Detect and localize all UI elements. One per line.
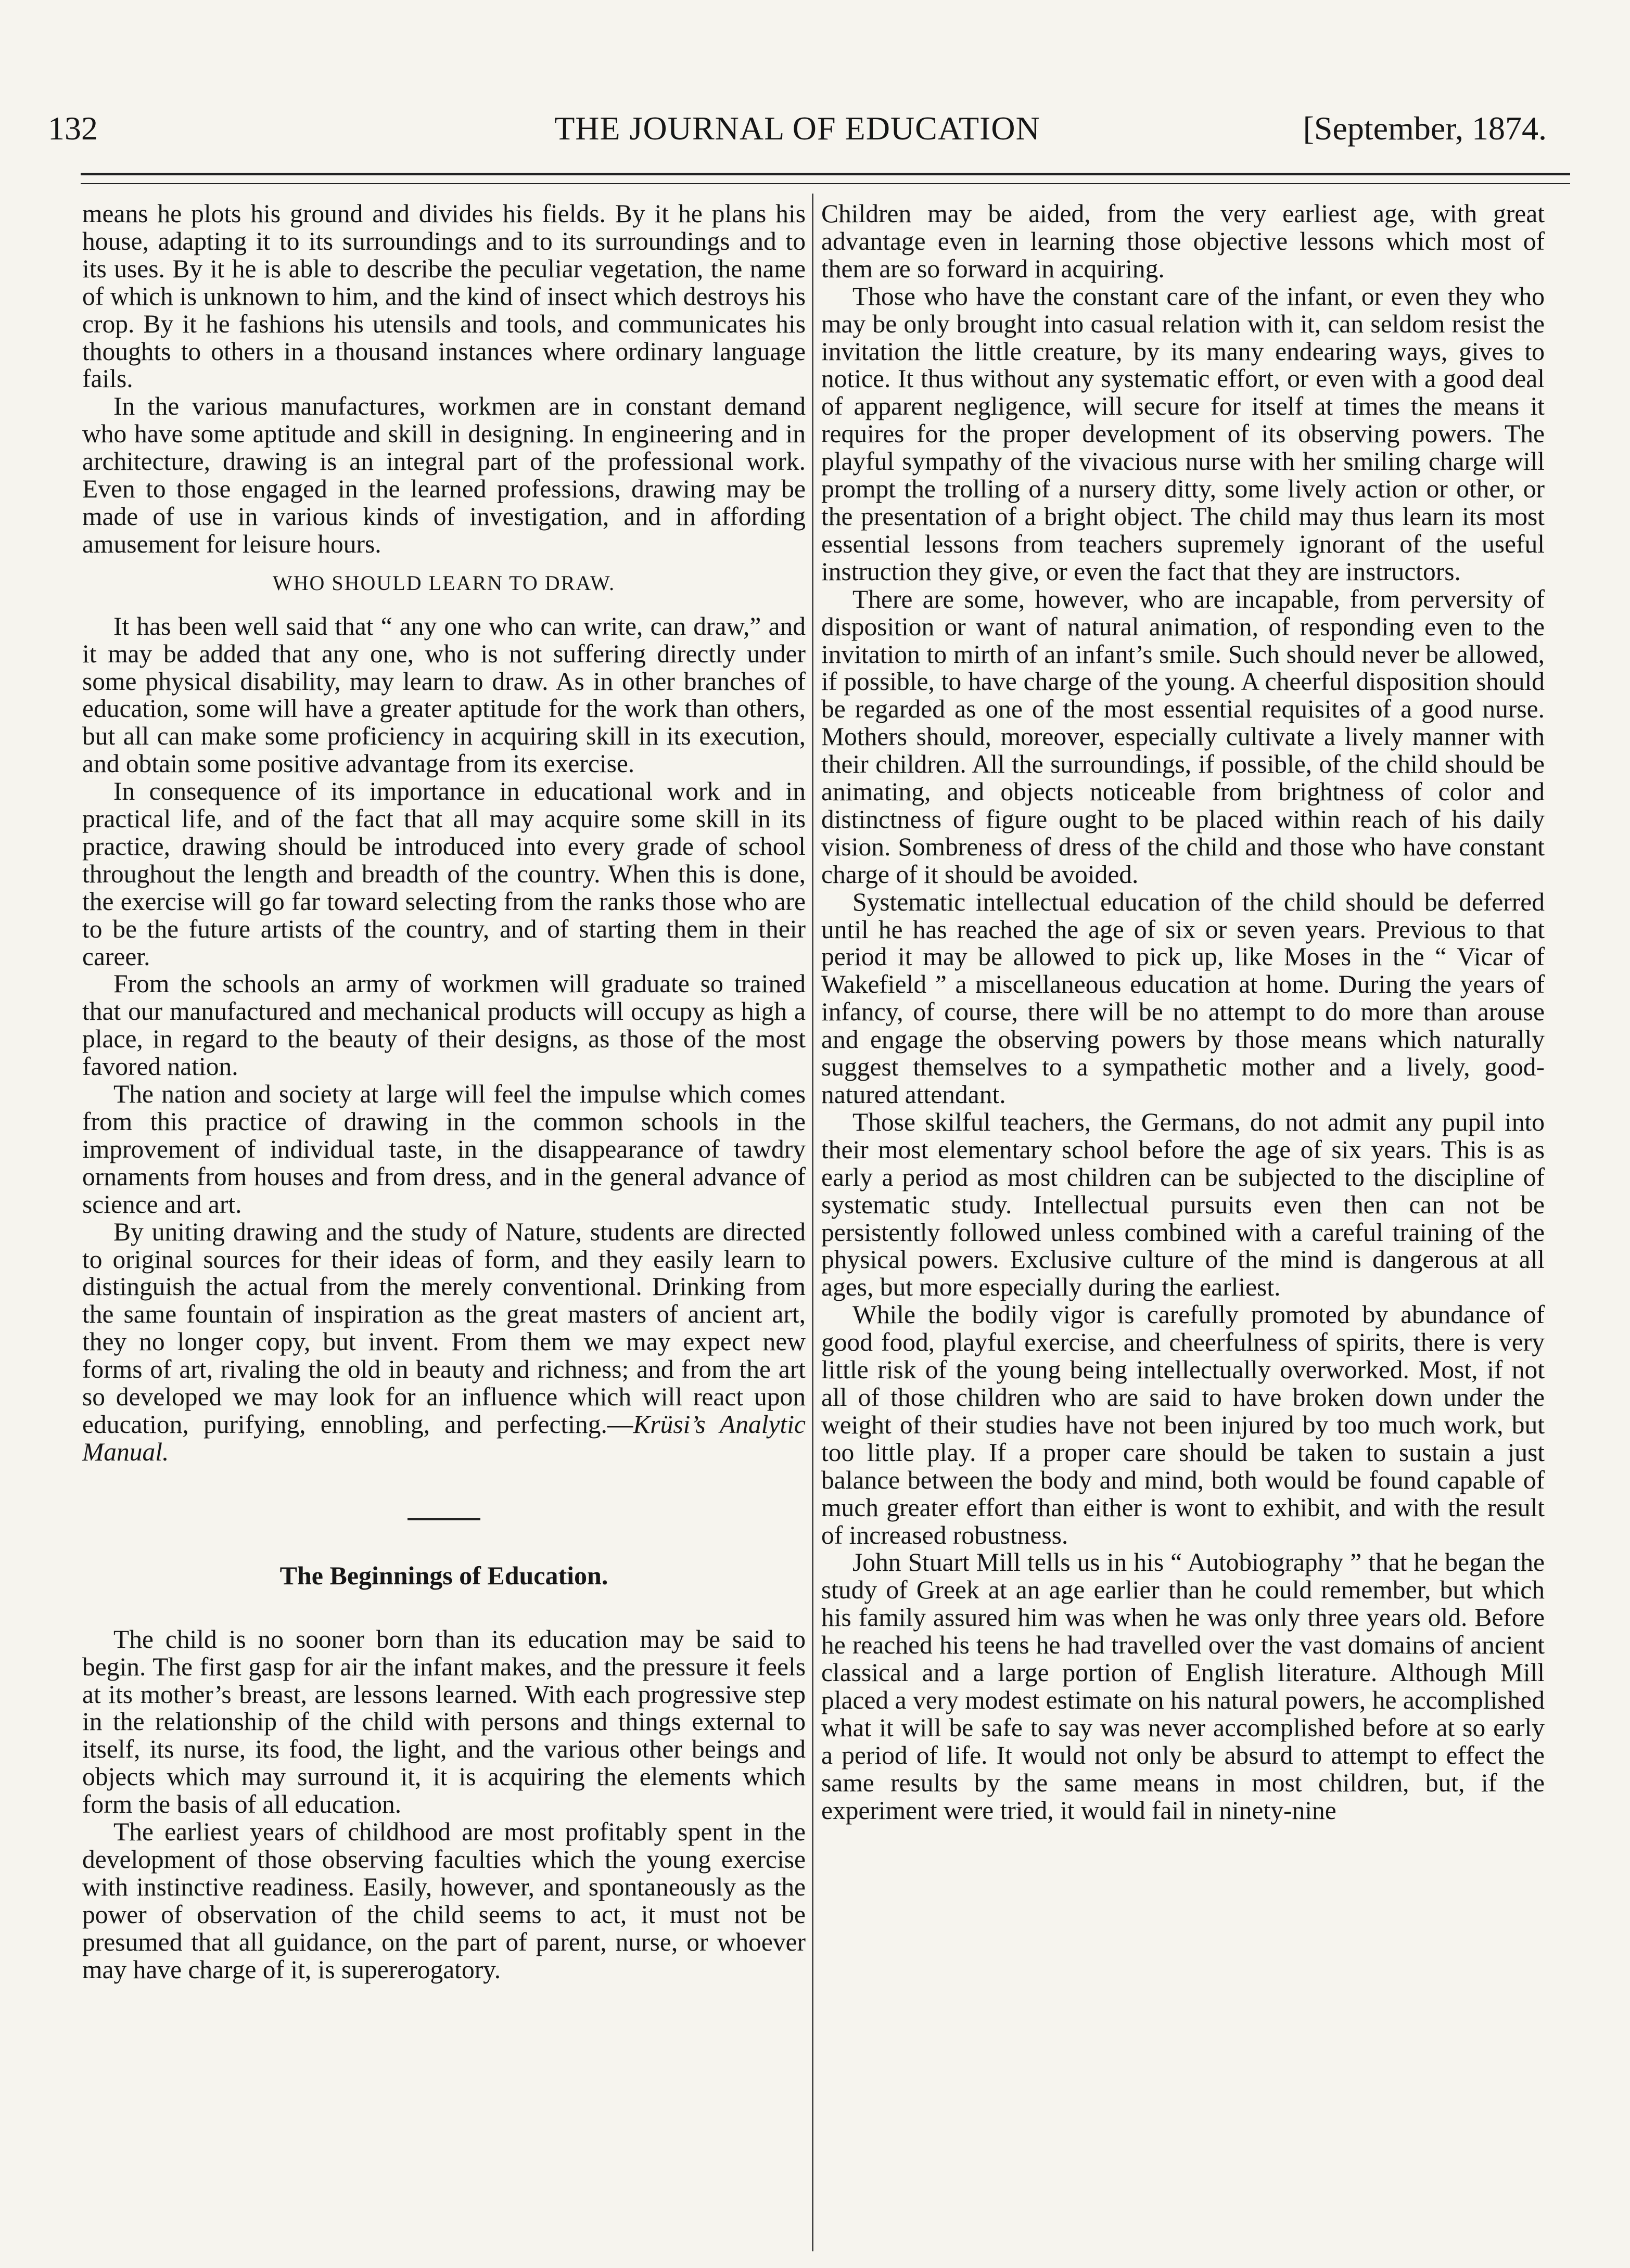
right-column [821, 200, 1545, 2250]
paragraph: Those skilful teachers, the Germans, do not admit any pupil into their most elementary school before the age of six years. This is as early a period as most children can be subjected to the discipline of systematic study. Intellectual pursuits even then can not be persistently followed unless combined with a careful training of the physical powers. Exclusive culture of the mind is dangerous at all ages, but more especially during the earliest. [821, 1107, 1545, 1302]
page-number: 132 [48, 110, 98, 147]
header-rule [81, 173, 1570, 175]
paragraph: The child is no sooner born than its education may be said to begin. The first gasp for air the infant makes, and the pressure it feels at its mother’s breast, are lessons learned. With each progressive step in the relationship of the child with persons and things external to itself, its nurse, its food, the light, and the various other beings and objects which may surround it, it is acquiring the elements which form the basis of all education. [82, 1624, 806, 1819]
paragraph: The earliest years of childhood are most profitably spent in the development of those observing faculties which the young exercise with instinctive readiness. Easily, however, and spontaneously as the power of observation of the child seems to act, it must not be presumed that all guidance, on the part of parent, nurse, or whoever may have charge of it, is supererogatory. [82, 1817, 806, 1984]
column-divider [812, 194, 813, 2251]
page-header [48, 104, 1547, 161]
article-title: The Beginnings of Education. [279, 1560, 608, 1590]
left-column [82, 200, 806, 2250]
attribution: Krüsi’s Analytic Manual. [82, 1410, 806, 1466]
paragraph: It has been well said that “ any one who can write, can draw,” and it may be added that any one, who is not suffering directly under some physical disability, may learn to draw. As in other branches of education, some will have a greater aptitude for the work than others, but all can make some proficiency in acquiring skill in its execution, and obtain some positive advantage from its exercise. [82, 611, 806, 778]
paragraph: In consequence of its importance in educational work and in practical life, and of the fact that all may acquire some skill in its practice, drawing should be introduced into every grade of school throughout the length and breadth of the country. When this is done, the exercise will go far toward selecting from the ranks those who are to be the future artists of the country, and of starting them in their career. [82, 777, 806, 971]
paragraph: Systematic intellectual education of the child should be deferred until he has reached the age of six or seven years. Previous to that period it may be allowed to pick up, like Moses in the “ Vicar of Wakefield ” a miscellaneous education at home. During the years of infancy, of course, there will be no attempt to do more than arouse and engage the observing powers by those means which naturally suggest themselves to a sympathetic mother and a lively, good-natured attendant. [821, 887, 1545, 1109]
section-divider [408, 1518, 480, 1520]
journal-title: THE JOURNAL OF EDUCATION [554, 110, 1040, 147]
paragraph: Children may be aided, from the very earliest age, with great advantage even in learning those objective lessons which most of them are so forward in acquiring. [821, 200, 1545, 283]
paragraph [82, 1219, 806, 1466]
paragraph: Those who have the constant care of the infant, or even they who may be only brought into casual relation with it, can seldom resist the invitation the little creature, by its many endearing ways, gives to notice. It thus without any systematic effort, or even with a good deal of apparent negligence, will secure for itself at times the means it requires for the proper development of its observing powers. The playful sympathy of the vivacious nurse with her smiling charge will prompt the trolling of a nursery ditty, some lively action or other, or the presentation of a bright object. The child may thus learn its most essential lessons from teachers supremely ignorant of the useful instruction they give, or even the fact that they are instructors. [821, 281, 1545, 586]
paragraph: The nation and society at large will feel the impulse which comes from this practice of drawing in the common schools in the improvement of individual taste, in the disappearance of tawdry ornaments from houses and from dress, and in the general advance of science and art. [82, 1080, 806, 1219]
issue-date: [September, 1874. [1303, 110, 1547, 147]
paragraph: means he plots his ground and divides his fields. By it he plans his house, adapting it to its surroundings and to its surroundings and to its uses. By it he is able to describe the peculiar vegetation, the name of which is unknown to him, and the kind of insect which destroys his crop. By it he fashions his utensils and tools, and communicates his thoughts to others in a thousand instances where ordinary language fails. [82, 200, 806, 393]
paragraph-text: By uniting drawing and the study of Nature, students are directed to original sources for their ideas of form, and they easily learn to distinguish the actual from the merely conventional. Drinking from the same fountain of inspiration as the great masters of ancient art, they no longer copy, but invent. From them we may expect new forms of art, rivaling the old in beauty and richness; and from the art so developed we may look for an influence which will react upon education, purifying, ennobling, and perfecting.— [82, 1217, 806, 1439]
paragraph: There are some, however, who are incapable, from perversity of disposition or want of natural animation, of responding even to the invitation to mirth of an infant’s smile. Such should never be allowed, if possible, to have charge of the young. A cheerful disposition should be regarded as one of the most essential requisites of a good nurse. Mothers should, moreover, especially cultivate a lively manner with their children. All the surroundings, if possible, of the child should be animating, and objects noticeable from brightness of color and distinctness of figure ought to be placed within reach of his daily vision. Sombreness of dress of the child and those who have constant charge of it should be avoided. [821, 584, 1545, 889]
paragraph: While the bodily vigor is carefully promoted by abundance of good food, playful exercise, and cheerfulness of spirits, there is very little risk of the young being intellectually overworked. Most, if not all of those children who are said to have broken down under the weight of their studies have not been injured by too much work, but too little play. If a proper care should be taken to sustain a just balance between the body and mind, both would be found capable of much greater effort than either is wont to exhibit, and with the result of increased robustness. [821, 1300, 1545, 1549]
header-rule-thin [81, 183, 1570, 184]
paragraph: John Stuart Mill tells us in his “ Autobiography ” that he began the study of Greek at an age earlier than he could remember, but which his family assured him was when he was only three years old. Before he reached his teens he had travelled over the vast domains of ancient classical and a large portion of English literature. Although Mill placed a very modest estimate on his natural powers, he accomplished what it will be safe to say was never accomplished before at so early a period of life. It would not only be absurd to attempt to effect the same results by the same means in most children, but, if the experiment were tried, it would fail in ninety-nine [821, 1548, 1545, 1825]
paragraph: In the various manufactures, workmen are in constant demand who have some aptitude and skill in designing. In engineering and in architecture, drawing is an integral part of the professional work. Even to those engaged in the learned professions, drawing may be made of use in various kinds of investigation, and in affording amusement for leisure hours. [82, 392, 806, 558]
section-subheading: WHO SHOULD LEARN TO DRAW. [272, 571, 616, 595]
paragraph: From the schools an army of workmen will graduate so trained that our manufactured and mechanical products will occupy as high a place, in regard to the beauty of their designs, as those of the most favored nation. [82, 969, 806, 1081]
